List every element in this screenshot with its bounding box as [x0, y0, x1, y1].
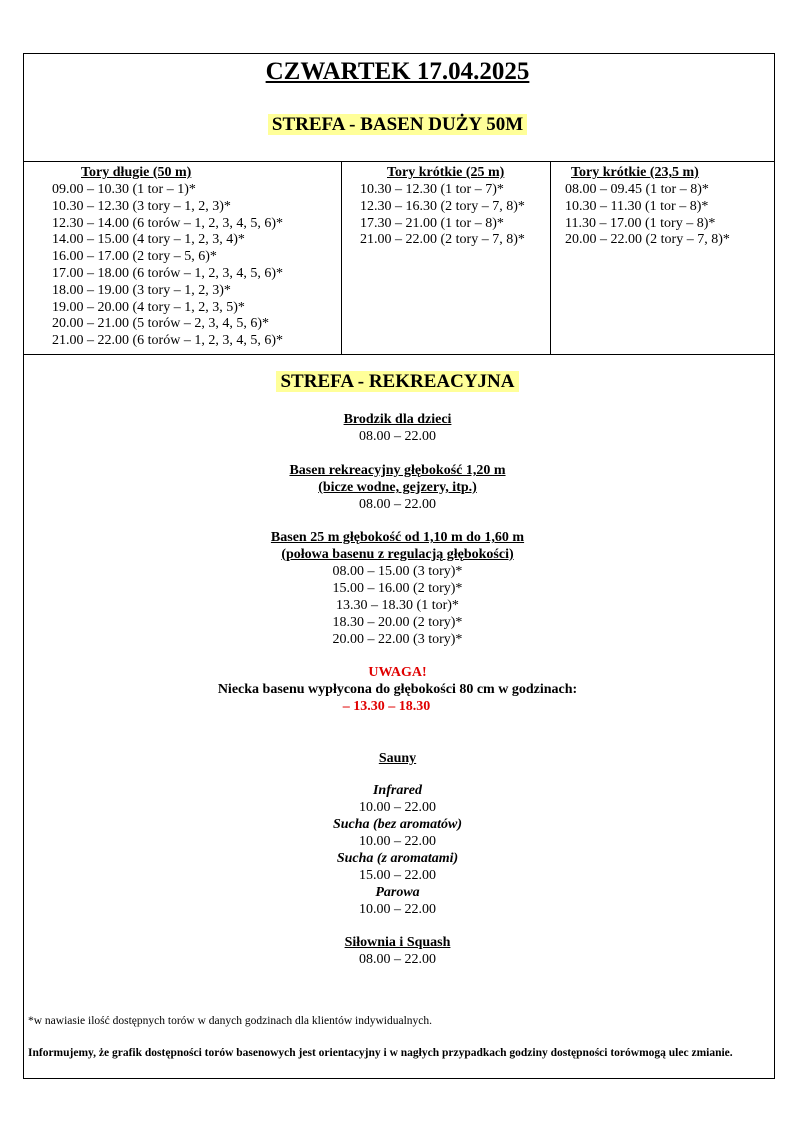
- lane-row: 17.30 – 21.00 (1 tor – 8)*: [360, 215, 504, 231]
- lane-row: 10.30 – 12.30 (3 tory – 1, 2, 3)*: [52, 198, 231, 214]
- info-note: Informujemy, że grafik dostępności torów basenowych jest orientacyjny i w nagłych przypadkach godziny dostępności torówmogą ulec zmianie.: [28, 1047, 733, 1059]
- footnote: *w nawiasie ilość dostępnych torów w danych godzinach dla klientów indywidualnych.: [28, 1015, 433, 1027]
- lane-row: 18.00 – 19.00 (3 tory – 1, 2, 3)*: [52, 282, 231, 298]
- lane-row: 19.00 – 20.00 (4 tory – 1, 2, 3, 5)*: [52, 299, 245, 315]
- lanes-column-rows: [52, 182, 283, 350]
- lane-row: 20.00 – 21.00 (5 torów – 2, 3, 4, 5, 6)*: [52, 316, 269, 332]
- section-title: Basen rekreacyjny głębokość 1,20 m: [289, 463, 506, 478]
- section-title: Sauny: [378, 751, 417, 766]
- zone-heading-pool: [0, 114, 795, 136]
- lane-row: 21.00 – 22.00 (6 torów – 1, 2, 3, 4, 5, 6)*: [52, 333, 283, 349]
- lane-row: 16.00 – 17.00 (2 tory – 5, 6)*: [52, 249, 217, 265]
- lane-row: 21.00 – 22.00 (2 tory – 7, 8)*: [360, 232, 525, 248]
- sauna-hours: 15.00 – 22.00: [359, 868, 436, 883]
- section-subtitle: (bicze wodne, gejzery, itp.): [318, 480, 477, 495]
- gym-section: [0, 934, 795, 968]
- lane-row: 09.00 – 10.30 (1 tor – 1)*: [52, 182, 196, 197]
- pool25-section: [0, 529, 795, 648]
- sauna-hours: 10.00 – 22.00: [359, 800, 436, 815]
- lane-row: 12.30 – 14.00 (6 torów – 1, 2, 3, 4, 5, 6)*: [52, 215, 283, 231]
- lane-row: 17.00 – 18.00 (6 torów – 1, 2, 3, 4, 5, 6)*: [52, 265, 283, 281]
- section-hours: 08.00 – 22.00: [359, 429, 436, 444]
- sauna-hours: 10.00 – 22.00: [359, 834, 436, 849]
- section-hours: 08.00 – 22.00: [359, 952, 436, 967]
- lanes-column-rows: [360, 182, 525, 249]
- lanes-column-header: Tory krótkie (25 m): [387, 165, 505, 180]
- section-title: Basen 25 m głębokość od 1,10 m do 1,60 m: [270, 530, 525, 545]
- sauna-name: Parowa: [375, 885, 420, 900]
- section-title: Siłownia i Squash: [344, 935, 451, 950]
- lane-row: 08.00 – 09.45 (1 tor – 8)*: [565, 182, 709, 197]
- zone-heading-recreation: [0, 371, 795, 393]
- lane-row: 10.30 – 12.30 (1 tor – 7)*: [360, 182, 504, 197]
- lane-row: 10.30 – 11.30 (1 tor – 8)*: [565, 198, 709, 214]
- lanes-column-rows: [565, 182, 730, 249]
- lane-row: 12.30 – 16.30 (2 tory – 7, 8)*: [360, 198, 525, 214]
- section-hours: 18.30 – 20.00 (2 tory)*: [332, 615, 463, 630]
- section-hours: 08.00 – 22.00: [359, 497, 436, 512]
- lanes-column-long: [23, 162, 342, 354]
- sauna-hours: 10.00 – 22.00: [359, 902, 436, 917]
- sauna-name: Infrared: [372, 783, 422, 798]
- zone-heading-pool-label: STREFA - BASEN DUŻY 50M: [268, 114, 527, 135]
- section-hours: 15.00 – 16.00 (2 tory)*: [332, 581, 463, 596]
- lanes-column-header: Tory długie (50 m): [81, 165, 192, 180]
- lanes-column-short-25: [341, 162, 551, 354]
- section-hours: 13.30 – 18.30 (1 tor)*: [336, 598, 459, 613]
- lane-row: 14.00 – 15.00 (4 tory – 1, 2, 3, 4)*: [52, 232, 245, 248]
- section-hours: 08.00 – 15.00 (3 tory)*: [332, 564, 463, 579]
- rec-pool-section: [0, 462, 795, 513]
- lanes-column-header: Tory krótkie (23,5 m): [571, 165, 699, 180]
- warning-section: [0, 664, 795, 715]
- lane-row: 11.30 – 17.00 (1 tory – 8)*: [565, 215, 716, 231]
- section-hours: 20.00 – 22.00 (3 tory)*: [332, 632, 463, 647]
- saunas-section: [0, 750, 795, 918]
- lanes-column-short-23-5: [550, 162, 775, 354]
- section-subtitle: (połowa basenu z regulacją głębokości): [281, 547, 514, 562]
- warning-text: Niecka basenu wypłycona do głębokości 80 cm w godzinach:: [217, 682, 578, 697]
- sauna-name: Sucha (bez aromatów): [332, 817, 463, 832]
- lane-row: 20.00 – 22.00 (2 tory – 7, 8)*: [565, 232, 730, 248]
- sauna-name: Sucha (z aromatami): [336, 851, 459, 866]
- warning-hours: – 13.30 – 18.30: [342, 699, 431, 714]
- kids-pool-section: [0, 411, 795, 445]
- page-title: CZWARTEK 17.04.2025: [265, 58, 530, 85]
- section-title: Brodzik dla dzieci: [343, 412, 452, 427]
- warning-title: UWAGA!: [368, 665, 427, 680]
- zone-heading-recreation-label: STREFA - REKREACYJNA: [276, 371, 518, 392]
- lanes-table: [23, 161, 775, 355]
